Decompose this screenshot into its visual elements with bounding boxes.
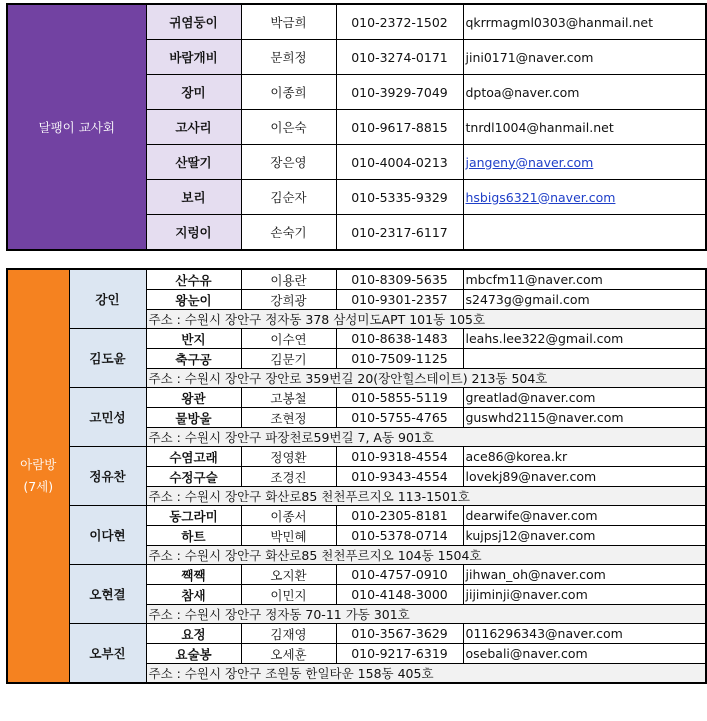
class-age: (7세) (23, 479, 54, 494)
email-cell: jihwan_oh@naver.com (463, 565, 706, 585)
name-cell: 김재영 (241, 624, 336, 644)
parent-row (7, 388, 706, 408)
name-cell: 박민혜 (241, 526, 336, 546)
section-title-teachers: 달팽이 교사회 (7, 4, 146, 250)
phone-cell: 010-5755-4765 (336, 408, 463, 428)
email-cell (463, 4, 706, 40)
name-cell: 정영환 (241, 447, 336, 467)
name-cell: 이수연 (241, 329, 336, 349)
phone-cell: 010-4148-3000 (336, 585, 463, 605)
nickname-cell: 지렁이 (146, 215, 241, 251)
child-name-cell: 오부진 (69, 624, 146, 684)
name-cell: 장은영 (241, 145, 336, 180)
phone-cell: 010-3274-0171 (336, 40, 463, 75)
name-cell: 김순자 (241, 180, 336, 215)
email-text: qkrrmagml0303@hanmail.net (465, 14, 654, 30)
phone-cell: 010-7509-1125 (336, 349, 463, 369)
email-cell (463, 215, 706, 251)
nickname-cell: 귀염둥이 (146, 4, 241, 40)
phone-cell: 010-3929-7049 (336, 75, 463, 110)
phone-cell: 010-9318-4554 (336, 447, 463, 467)
nickname-cell: 하트 (146, 526, 241, 546)
section-title-class (7, 269, 69, 683)
phone-cell: 010-5335-9329 (336, 180, 463, 215)
email-cell: jijiminji@naver.com (463, 585, 706, 605)
nickname-cell: 바람개비 (146, 40, 241, 75)
child-name-cell: 김도윤 (69, 329, 146, 388)
nickname-cell: 수염고래 (146, 447, 241, 467)
email-cell: guswhd2115@naver.com (463, 408, 706, 428)
email-text: dptoa@naver.com (465, 84, 580, 100)
email-text: jini0171@naver.com (465, 49, 594, 65)
phone-cell: 010-9343-4554 (336, 467, 463, 487)
nickname-cell: 산수유 (146, 269, 241, 290)
nickname-cell: 고사리 (146, 110, 241, 145)
nickname-cell: 동그라미 (146, 506, 241, 526)
name-cell: 조현정 (241, 408, 336, 428)
phone-cell: 010-5378-0714 (336, 526, 463, 546)
name-cell: 조경진 (241, 467, 336, 487)
email-cell (463, 145, 706, 180)
address-cell: 주소 : 수원시 장안구 정자동 70-11 가동 301호 (146, 605, 706, 624)
name-cell: 박금희 (241, 4, 336, 40)
email-cell: s2473g@gmail.com (463, 290, 706, 310)
email-cell: greatlad@naver.com (463, 388, 706, 408)
class-contact-table (6, 268, 707, 684)
phone-cell: 010-4004-0213 (336, 145, 463, 180)
phone-cell: 010-9617-8815 (336, 110, 463, 145)
parent-row (7, 506, 706, 526)
address-cell: 주소 : 수원시 장안구 조원동 한일타운 158동 405호 (146, 664, 706, 684)
email-link[interactable]: jangeny@naver.com (465, 154, 594, 170)
email-cell: leahs.lee322@gmail.com (463, 329, 706, 349)
phone-cell: 010-4757-0910 (336, 565, 463, 585)
phone-cell: 010-9217-6319 (336, 644, 463, 664)
child-name-cell: 정유찬 (69, 447, 146, 506)
email-link[interactable]: hsbigs6321@naver.com (465, 189, 616, 205)
phone-cell: 010-2372-1502 (336, 4, 463, 40)
name-cell: 이종희 (241, 75, 336, 110)
email-cell (463, 40, 706, 75)
phone-cell: 010-8638-1483 (336, 329, 463, 349)
email-cell (463, 349, 706, 369)
email-cell (463, 110, 706, 145)
name-cell: 이용란 (241, 269, 336, 290)
address-cell: 주소 : 수원시 장안구 화산로85 천천푸르지오 104동 1504호 (146, 546, 706, 565)
name-cell: 이은숙 (241, 110, 336, 145)
nickname-cell: 물방울 (146, 408, 241, 428)
teacher-contact-table (6, 3, 707, 251)
nickname-cell: 참새 (146, 585, 241, 605)
email-cell: 0116296343@naver.com (463, 624, 706, 644)
nickname-cell: 장미 (146, 75, 241, 110)
nickname-cell: 요정 (146, 624, 241, 644)
nickname-cell: 짹짹 (146, 565, 241, 585)
name-cell: 오지환 (241, 565, 336, 585)
address-cell: 주소 : 수원시 장안구 정자동 378 삼성미도APT 101동 105호 (146, 310, 706, 329)
nickname-cell: 왕눈이 (146, 290, 241, 310)
phone-cell: 010-2305-8181 (336, 506, 463, 526)
name-cell: 강희광 (241, 290, 336, 310)
phone-cell: 010-9301-2357 (336, 290, 463, 310)
name-cell: 이종서 (241, 506, 336, 526)
address-cell: 주소 : 수원시 장안구 장안로 359번길 20(장안힐스테이트) 213동 504호 (146, 369, 706, 388)
email-cell: mbcfm11@naver.com (463, 269, 706, 290)
nickname-cell: 요술봉 (146, 644, 241, 664)
nickname-cell: 산딸기 (146, 145, 241, 180)
phone-cell: 010-2317-6117 (336, 215, 463, 251)
name-cell: 고봉철 (241, 388, 336, 408)
name-cell: 오세훈 (241, 644, 336, 664)
teacher-row (7, 4, 706, 40)
parent-row (7, 447, 706, 467)
email-text: tnrdl1004@hanmail.net (465, 119, 614, 135)
email-cell: ace86@korea.kr (463, 447, 706, 467)
nickname-cell: 수정구슬 (146, 467, 241, 487)
phone-cell: 010-3567-3629 (336, 624, 463, 644)
email-cell: kujpsj12@naver.com (463, 526, 706, 546)
nickname-cell: 왕관 (146, 388, 241, 408)
nickname-cell: 보리 (146, 180, 241, 215)
phone-cell: 010-5855-5119 (336, 388, 463, 408)
address-cell: 주소 : 수원시 장안구 파장천로59번길 7, A동 901호 (146, 428, 706, 447)
name-cell: 김문기 (241, 349, 336, 369)
name-cell: 손숙기 (241, 215, 336, 251)
parent-row (7, 565, 706, 585)
child-name-cell: 강인 (69, 269, 146, 329)
name-cell: 문희정 (241, 40, 336, 75)
email-cell: osebali@naver.com (463, 644, 706, 664)
parent-row (7, 624, 706, 644)
child-name-cell: 고민성 (69, 388, 146, 447)
email-cell (463, 180, 706, 215)
class-name: 아람방 (20, 457, 57, 472)
child-name-cell: 오현결 (69, 565, 146, 624)
email-cell: lovekj89@naver.com (463, 467, 706, 487)
parent-row (7, 329, 706, 349)
child-name-cell: 이다현 (69, 506, 146, 565)
email-cell (463, 75, 706, 110)
nickname-cell: 반지 (146, 329, 241, 349)
email-cell: dearwife@naver.com (463, 506, 706, 526)
parent-row (7, 269, 706, 290)
phone-cell: 010-8309-5635 (336, 269, 463, 290)
address-cell: 주소 : 수원시 장안구 화산로85 천천푸르지오 113-1501호 (146, 487, 706, 506)
name-cell: 이민지 (241, 585, 336, 605)
nickname-cell: 축구공 (146, 349, 241, 369)
